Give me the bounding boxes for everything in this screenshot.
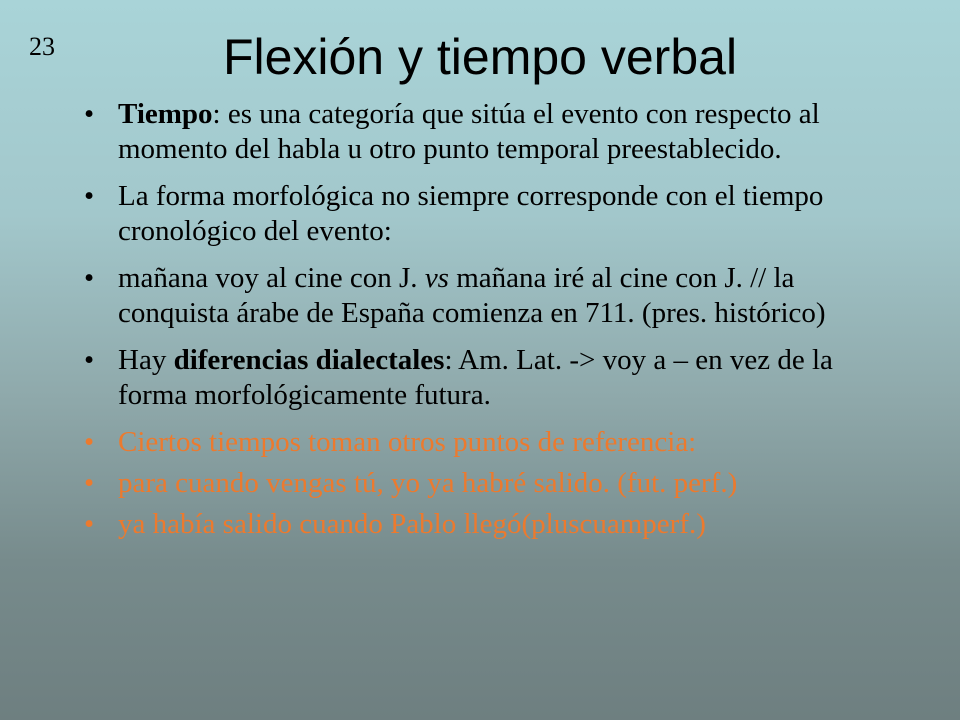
- bullet-text: : es una categoría que sitúa el evento con respecto al momento del habla u otro punto temporal preestablecido.: [118, 98, 820, 165]
- slide-title: Flexión y tiempo verbal: [222, 29, 738, 85]
- bullet-item-ejemplo-manana: [80, 261, 880, 331]
- bullet-text: ya había salido cuando Pablo llegó(pluscuamperf.): [118, 508, 706, 540]
- bullet-item-pluscuamperfecto: [80, 507, 880, 542]
- bullet-prefix: Hay: [118, 344, 174, 376]
- slide-number: 23: [29, 32, 55, 61]
- bullet-item-forma-morfologica: [80, 179, 880, 249]
- bullet-item-tiempo: [80, 97, 880, 167]
- bullet-item-futuro-perfecto: [80, 466, 880, 501]
- bullet-marker: •: [84, 180, 95, 212]
- bullet-marker: •: [84, 508, 95, 540]
- bullet-text: La forma morfológica no siempre corresponde con el tiempo cronológico del evento:: [118, 180, 824, 247]
- bullet-vs: vs: [424, 262, 449, 294]
- bullet-item-diferencias-dialectales: [80, 343, 880, 413]
- bullet-list: [80, 97, 880, 548]
- bullet-text: para cuando vengas tú, yo ya habré salido. (fut. perf.): [118, 467, 738, 499]
- bullet-item-puntos-referencia: [80, 425, 880, 460]
- bullet-marker: •: [84, 467, 95, 499]
- bullet-marker: •: [84, 98, 95, 130]
- bullet-marker: •: [84, 344, 95, 376]
- bullet-text: : Am. Lat. -> voy a – en vez de la forma morfológicamente futura.: [118, 344, 833, 411]
- bullet-term: diferencias dialectales: [173, 344, 445, 376]
- bullet-marker: •: [84, 426, 95, 458]
- bullet-term: Tiempo: [118, 98, 213, 130]
- bullet-text-b: mañana iré al cine con J. // la conquista árabe de España comienza en 711. (pres. histórico): [118, 262, 826, 329]
- bullet-text: Ciertos tiempos toman otros puntos de referencia:: [118, 426, 697, 458]
- bullet-text-a: mañana voy al cine con J.: [118, 262, 425, 294]
- bullet-marker: •: [84, 262, 95, 294]
